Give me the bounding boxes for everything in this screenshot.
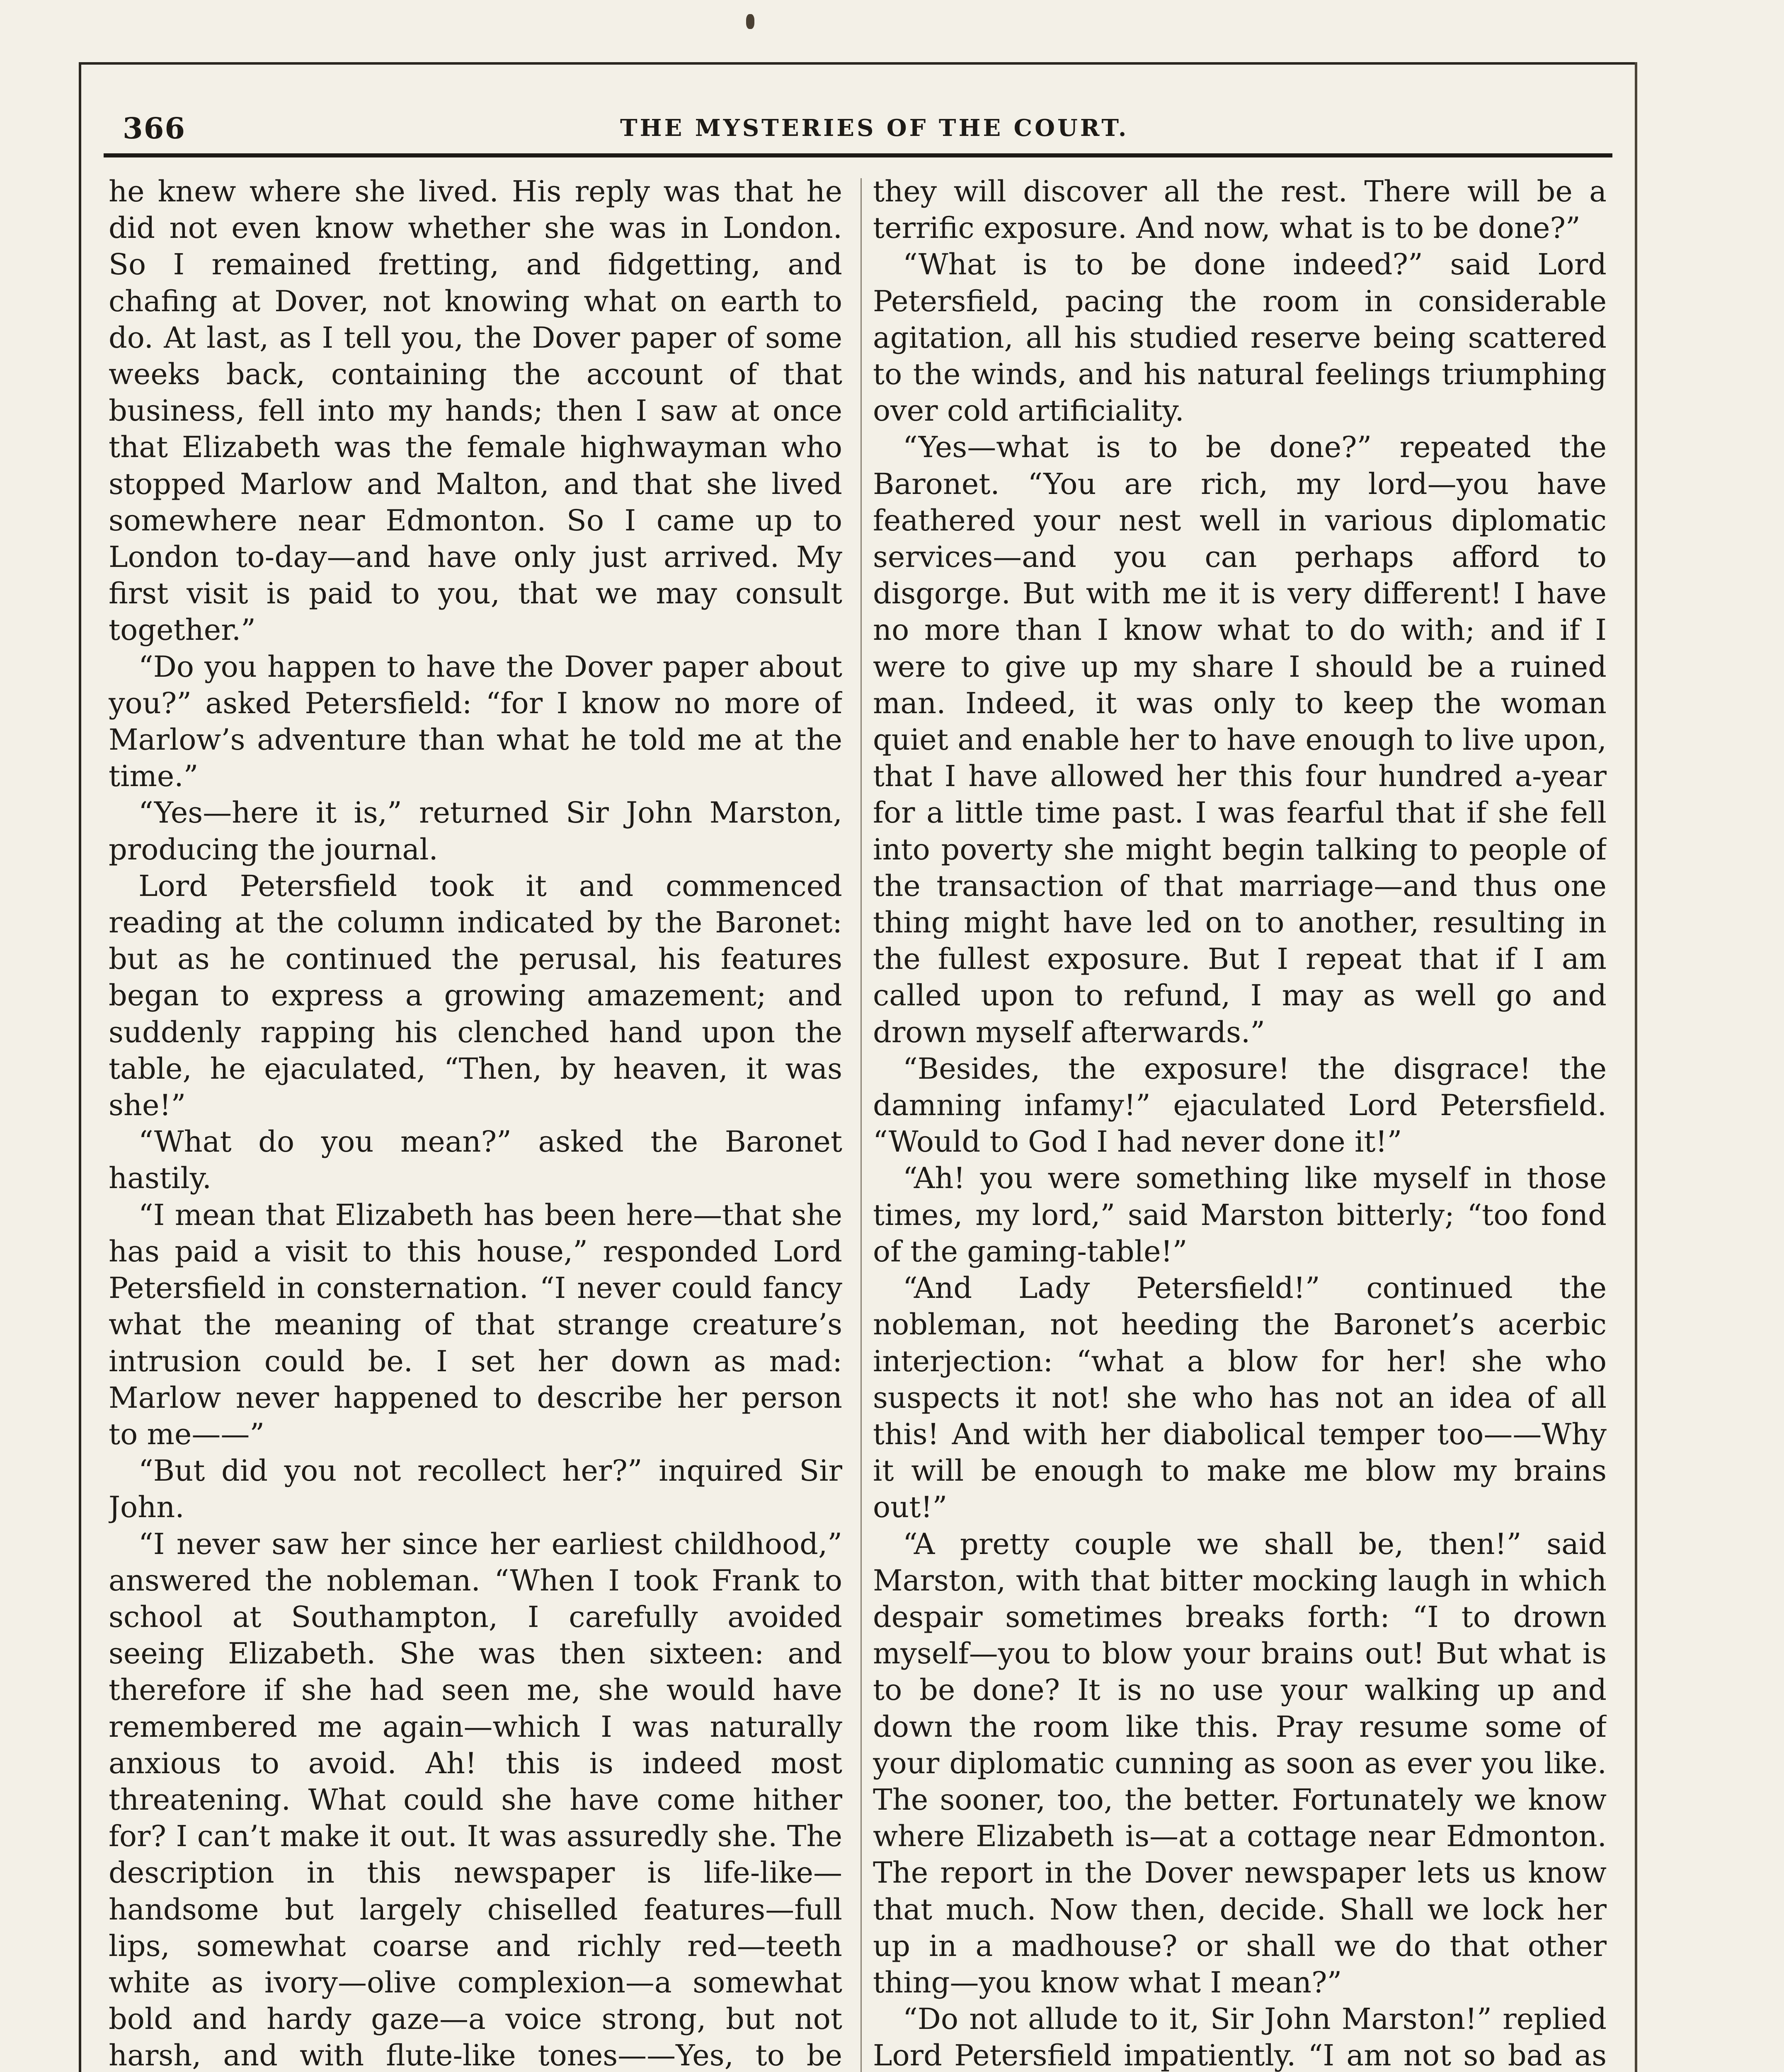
paragraph: Lord Petersfield took it and commenced reading at the column indicated by the Baronet: but as he continued the perusal, his features began to express a growing amazement; and suddenly rapping his clenched hand upon the table, he ejaculated, “Then, by heaven, it was she!” — [109, 869, 842, 1123]
paragraph: “Do you happen to have the Dover paper about you?” asked Petersfield: “for I know no more of Marlow’s adventure than what he told me at the time.” — [109, 649, 842, 794]
paragraph: “But did you not recollect her?” inquired Sir John. — [109, 1454, 842, 1525]
left-column — [109, 173, 842, 2072]
paragraph: “Besides, the exposure! the disgrace! the damning infamy!” ejaculated Lord Petersfield. “Would to God I had never done it!” — [873, 1051, 1607, 1159]
header-rule — [104, 153, 1612, 157]
paragraph: “Do not allude to it, Sir John Marston!” replied Lord Petersfield impatiently. “I am not so bad as — [873, 2002, 1607, 2072]
page-number: 366 — [123, 111, 186, 145]
paragraph: “Yes—here it is,” returned Sir John Marston, producing the journal. — [109, 796, 842, 867]
paragraph: “I mean that Elizabeth has been here—that she has paid a visit to this house,” responded Lord Petersfield in consternation. “I never could fancy what the meaning of that strange creature’s intrusion could be. I set her down as mad: Marlow never happened to describe her person to me——” — [109, 1198, 842, 1451]
ink-spot — [746, 14, 754, 29]
paragraph: they will discover all the rest. There will be a terrific exposure. And now, what is to be done?” — [873, 174, 1607, 245]
paragraph: “A pretty couple we shall be, then!” said Marston, with that bitter mocking laugh in which despair sometimes breaks forth: “I to drown myself—you to blow your brains out! But what is to be done? It is no use your walking up and down the room like this. Pray resume some of your diplomatic cunning as soon as ever you like. The sooner, too, the better. Fortunately we know where Elizabeth is—at a cottage near Edmonton. The report in the Dover newspaper lets us know that much. Now then, decide. Shall we lock her up in a madhouse? or shall we do that other thing—you know what I mean?” — [873, 1527, 1607, 1999]
paragraph: he knew where she lived. His reply was that he did not even know whether she was in London. So I remained fretting, and fidgetting, and chafing at Dover, not knowing what on earth to do. At last, as I tell you, the Dover paper of some weeks back, containing the account of that business, fell into my hands; then I saw at once that Elizabeth was the female highwayman who stopped Marlow and Malton, and that she lived somewhere near Edmonton. So I came up to London to-day—and have only just arrived. My first visit is paid to you, that we may consult together.” — [109, 174, 842, 647]
paragraph: “What is to be done indeed?” said Lord Petersfield, pacing the room in considerable agitation, all his studied reserve being scattered to the winds, and his natural feelings triumphing over cold artificiality. — [873, 247, 1607, 428]
paragraph: “Ah! you were something like myself in those times, my lord,” said Marston bitterly; “too fond of the gaming-table!” — [873, 1161, 1607, 1268]
page-frame-top — [79, 62, 1637, 65]
paragraph: “I never saw her since her earliest childhood,” answered the nobleman. “When I took Frank to school at Southampton, I carefully avoided seeing Elizabeth. She was then sixteen: and therefore if she had seen me, she would have remembered me again—which I was naturally anxious to avoid. Ah! this is indeed most threatening. What could she have come hither for? I can’t make it out. It was assuredly she. The description in this newspaper is life-like—handsome but largely chiselled features—full lips, somewhat coarse and richly red—teeth white as ivory—olive complexion—a somewhat bold and hardy gaze—a voice strong, but not harsh, and with flute-like tones——Yes, to be — [109, 1527, 842, 2072]
page-frame-left — [79, 62, 81, 2072]
paragraph: “What do you mean?” asked the Baronet hastily. — [109, 1125, 842, 1196]
right-column — [873, 173, 1607, 2072]
running-title: THE MYSTERIES OF THE COURT. — [620, 114, 1129, 142]
page-header — [123, 111, 1615, 148]
column-divider — [860, 178, 862, 2072]
page-frame-right — [1635, 62, 1637, 2072]
paragraph: “And Lady Petersfield!” continued the nobleman, not heeding the Baronet’s acerbic interjection: “what a blow for her! she who suspects it not! she who has not an idea of all this! And with her diabolical temper too——Why it will be enough to make me blow my brains out!” — [873, 1271, 1607, 1525]
paragraph: “Yes—what is to be done?” repeated the Baronet. “You are rich, my lord—you have feathered your nest well in various diplomatic services—and you can perhaps afford to disgorge. But with me it is very different! I have no more than I know what to do with; and if I were to give up my share I should be a ruined man. Indeed, it was only to keep the woman quiet and enable her to have enough to live upon, that I have allowed her this four hundred a-year for a little time past. I was fearful that if she fell into poverty she might begin talking to people of the transaction of that marriage—and thus one thing might have led on to another, resulting in the fullest exposure. But I repeat that if I am called upon to refund, I may as well go and drown myself afterwards.” — [873, 430, 1607, 1049]
